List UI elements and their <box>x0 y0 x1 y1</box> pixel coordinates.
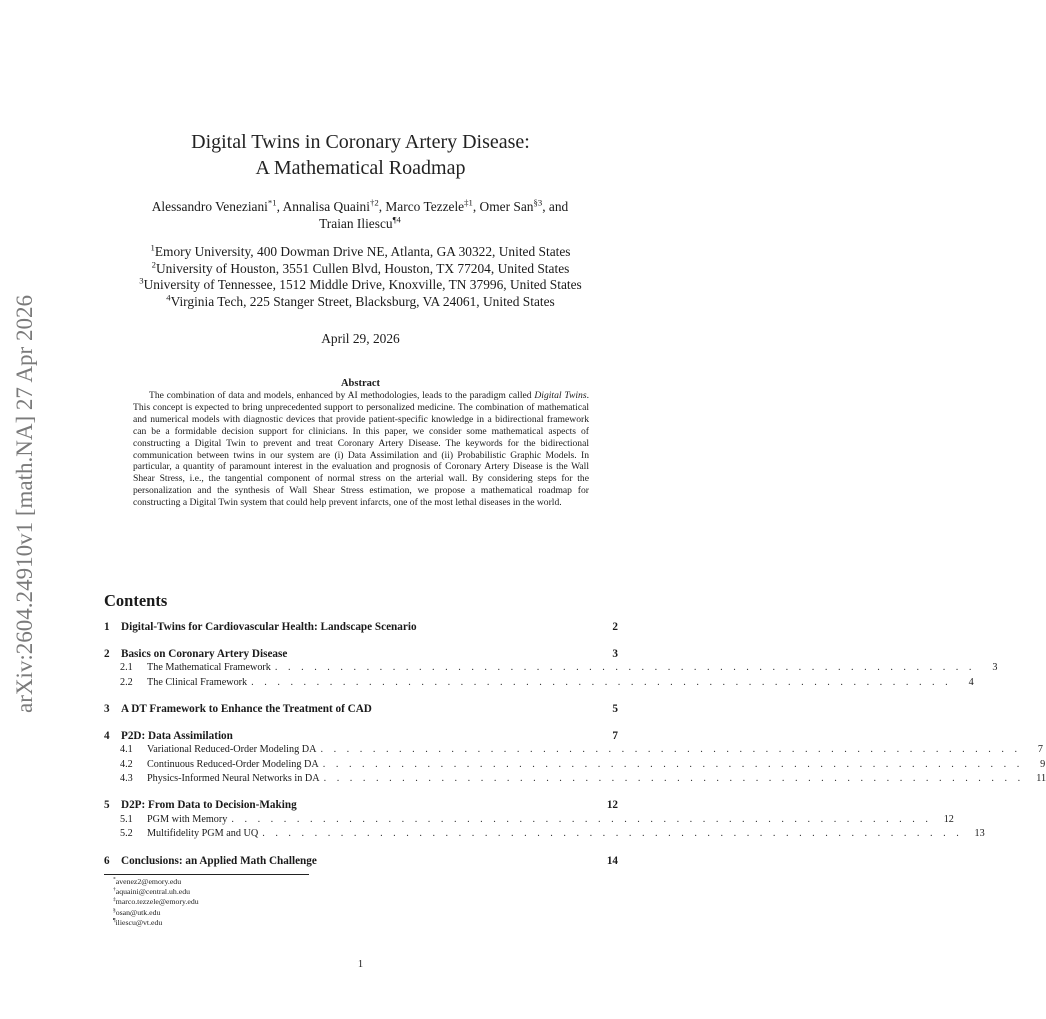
toc-leader: . . . . . . . . . . . . . . . . . . . . . . . . . . . . . . . . . . . . . . . . . . . . . . . . . . . . . . <box>262 828 963 839</box>
paper-title <box>0 129 721 181</box>
abstract-heading: Abstract <box>340 378 381 389</box>
affiliation: $^4$Virginia Tech, 225 Stanger Street, Blacksburg, VA 24061, United States <box>166 292 555 309</box>
author: Traian Iliescu$^{\P 4}$ <box>319 214 401 231</box>
page-number: 1 <box>357 959 364 970</box>
toc-subsection-5-1[interactable]: 5.1 PGM with Memory . . . . . . . . . . . . . . . . . . . . . . . . . . . . . . . . . . . . . . . . . . . . . . . . . . . . . . 12 <box>120 814 954 825</box>
toc-section-4[interactable]: 4 P2D: Data Assimilation 7 <box>104 730 618 742</box>
toc-leader: . . . . . . . . . . . . . . . . . . . . . . . . . . . . . . . . . . . . . . . . . . . . . . . . . . . . . . <box>320 744 1021 755</box>
footnote-email: §osan@utk.edu <box>113 907 161 917</box>
footnote-email: †aquaini@central.uh.edu <box>113 886 191 897</box>
author: Annalisa Quaini$^{\dagger 2}$, <box>282 197 386 214</box>
footnote-list <box>113 877 199 928</box>
toc-subsection-2-2[interactable]: 2.2 The Clinical Framework . . . . . . . . . . . . . . . . . . . . . . . . . . . . . . . . . . . . . . . . . . . . . . . . . . . . . . 4 <box>120 677 974 688</box>
footnote-rule <box>104 874 309 875</box>
arxiv-identifier-stamp <box>2 293 42 713</box>
author: Alessandro Veneziani$^{*1}$, <box>151 197 283 214</box>
toc-section-6[interactable]: 6 Conclusions: an Applied Math Challenge 14 <box>104 855 618 867</box>
author: Marco Tezzele$^{\ddagger 1}$, <box>385 197 480 214</box>
abstract-body: The combination of data and models, enhanced by AI methodologies, leads to the paradigm called Digital Twins. This concept is expected to bring unprecedented support to personalized medicine. The combination of mathematical and numerical models with diagnostic devices that provide patient-specific knowledge in a bidirectional framework can be a formidable decision support for clinicians. In this paper, we consider some mathematical aspects of constructing a Digital Twin to prevent and treat Coronary Artery Disease. The keywords for the bidirectional communication between twins in our system are (i) Data Assimilation and (ii) Probabilistic Graphic Models. In particular, a quantity of paramount interest in the evaluation and prognosis of Coronary Artery Disease is the Wall Shear Stress, i.e., the tangential component of normal stress on the arterial wall. By considering steps for the personalization and the synthesis of Wall Shear Stress estimation, we propose a mathematical roadmap for constructing a Digital Twin system that could help prevent infarcts, one of the most lethal diseases in the world. <box>133 390 589 509</box>
affiliation: $^1$Emory University, 400 Dowman Drive NE, Atlanta, GA 30322, United States <box>150 242 571 259</box>
toc-subsection-4-1[interactable]: 4.1 Variational Reduced-Order Modeling DA . . . . . . . . . . . . . . . . . . . . . . . . . . . . . . . . . . . . . . . . . . . . . . . . . . . . . . 7 <box>120 744 1043 755</box>
toc-leader: . . . . . . . . . . . . . . . . . . . . . . . . . . . . . . . . . . . . . . . . . . . . . . . . . . . . . . <box>323 773 1025 784</box>
toc-section-1[interactable]: 1 Digital-Twins for Cardiovascular Health: Landscape Scenario 2 <box>104 621 618 633</box>
footnote-email: ‡marco.tezzele@emory.edu <box>113 896 199 907</box>
affiliation-list <box>0 244 721 310</box>
toc-leader: . . . . . . . . . . . . . . . . . . . . . . . . . . . . . . . . . . . . . . . . . . . . . . . . . . . . . . <box>251 677 952 688</box>
toc-leader: . . . . . . . . . . . . . . . . . . . . . . . . . . . . . . . . . . . . . . . . . . . . . . . . . . . . . . <box>322 759 1024 770</box>
author: Omer San$^{\S 3}$, and <box>479 197 569 214</box>
paper-date: April 29, 2026 <box>321 331 400 346</box>
toc-subsection-4-3[interactable]: 4.3 Physics-Informed Neural Networks in DA . . . . . . . . . . . . . . . . . . . . . . . . . . . . . . . . . . . . . . . . . . . . . . . . . . . . . . 11 <box>120 773 1046 784</box>
toc-subsection-4-2[interactable]: 4.2 Continuous Reduced-Order Modeling DA . . . . . . . . . . . . . . . . . . . . . . . . . . . . . . . . . . . . . . . . . . . . . . . . . . . . . . 9 <box>120 759 1046 770</box>
title-line-2: A Mathematical Roadmap <box>255 157 466 179</box>
footnote-email: *avenez2@emory.edu <box>113 876 182 886</box>
affiliation: $^3$University of Tennessee, 1512 Middle Drive, Knoxville, TN 37996, United States <box>139 275 582 293</box>
arxiv-stamp-text: arXiv:2604.24910v1 [math.NA] 27 Apr 2026 <box>12 295 37 713</box>
toc-leader: . . . . . . . . . . . . . . . . . . . . . . . . . . . . . . . . . . . . . . . . . . . . . . . . . . . . . . <box>274 662 976 673</box>
title-line-1: Digital Twins in Coronary Artery Disease: <box>191 131 530 153</box>
toc-subsection-5-2[interactable]: 5.2 Multifidelity PGM and UQ . . . . . . . . . . . . . . . . . . . . . . . . . . . . . . . . . . . . . . . . . . . . . . . . . . . . . . 13 <box>120 828 985 839</box>
author-list <box>110 198 610 232</box>
affiliation: $^2$University of Houston, 3551 Cullen Blvd, Houston, TX 77204, United States <box>151 259 570 276</box>
toc-leader: . . . . . . . . . . . . . . . . . . . . . . . . . . . . . . . . . . . . . . . . . . . . . . . . . . . . . . <box>231 814 932 825</box>
toc-subsection-2-1[interactable]: 2.1 The Mathematical Framework . . . . . . . . . . . . . . . . . . . . . . . . . . . . . . . . . . . . . . . . . . . . . . . . . . . . . . 3 <box>120 662 998 673</box>
toc-section-2[interactable]: 2 Basics on Coronary Artery Disease 3 <box>104 648 618 660</box>
toc-section-3[interactable]: 3 A DT Framework to Enhance the Treatment of CAD 5 <box>104 703 618 715</box>
toc-section-5[interactable]: 5 D2P: From Data to Decision-Making 12 <box>104 799 618 811</box>
contents-heading: Contents <box>104 591 168 610</box>
footnote-email: ¶iliescu@vt.edu <box>113 917 163 927</box>
